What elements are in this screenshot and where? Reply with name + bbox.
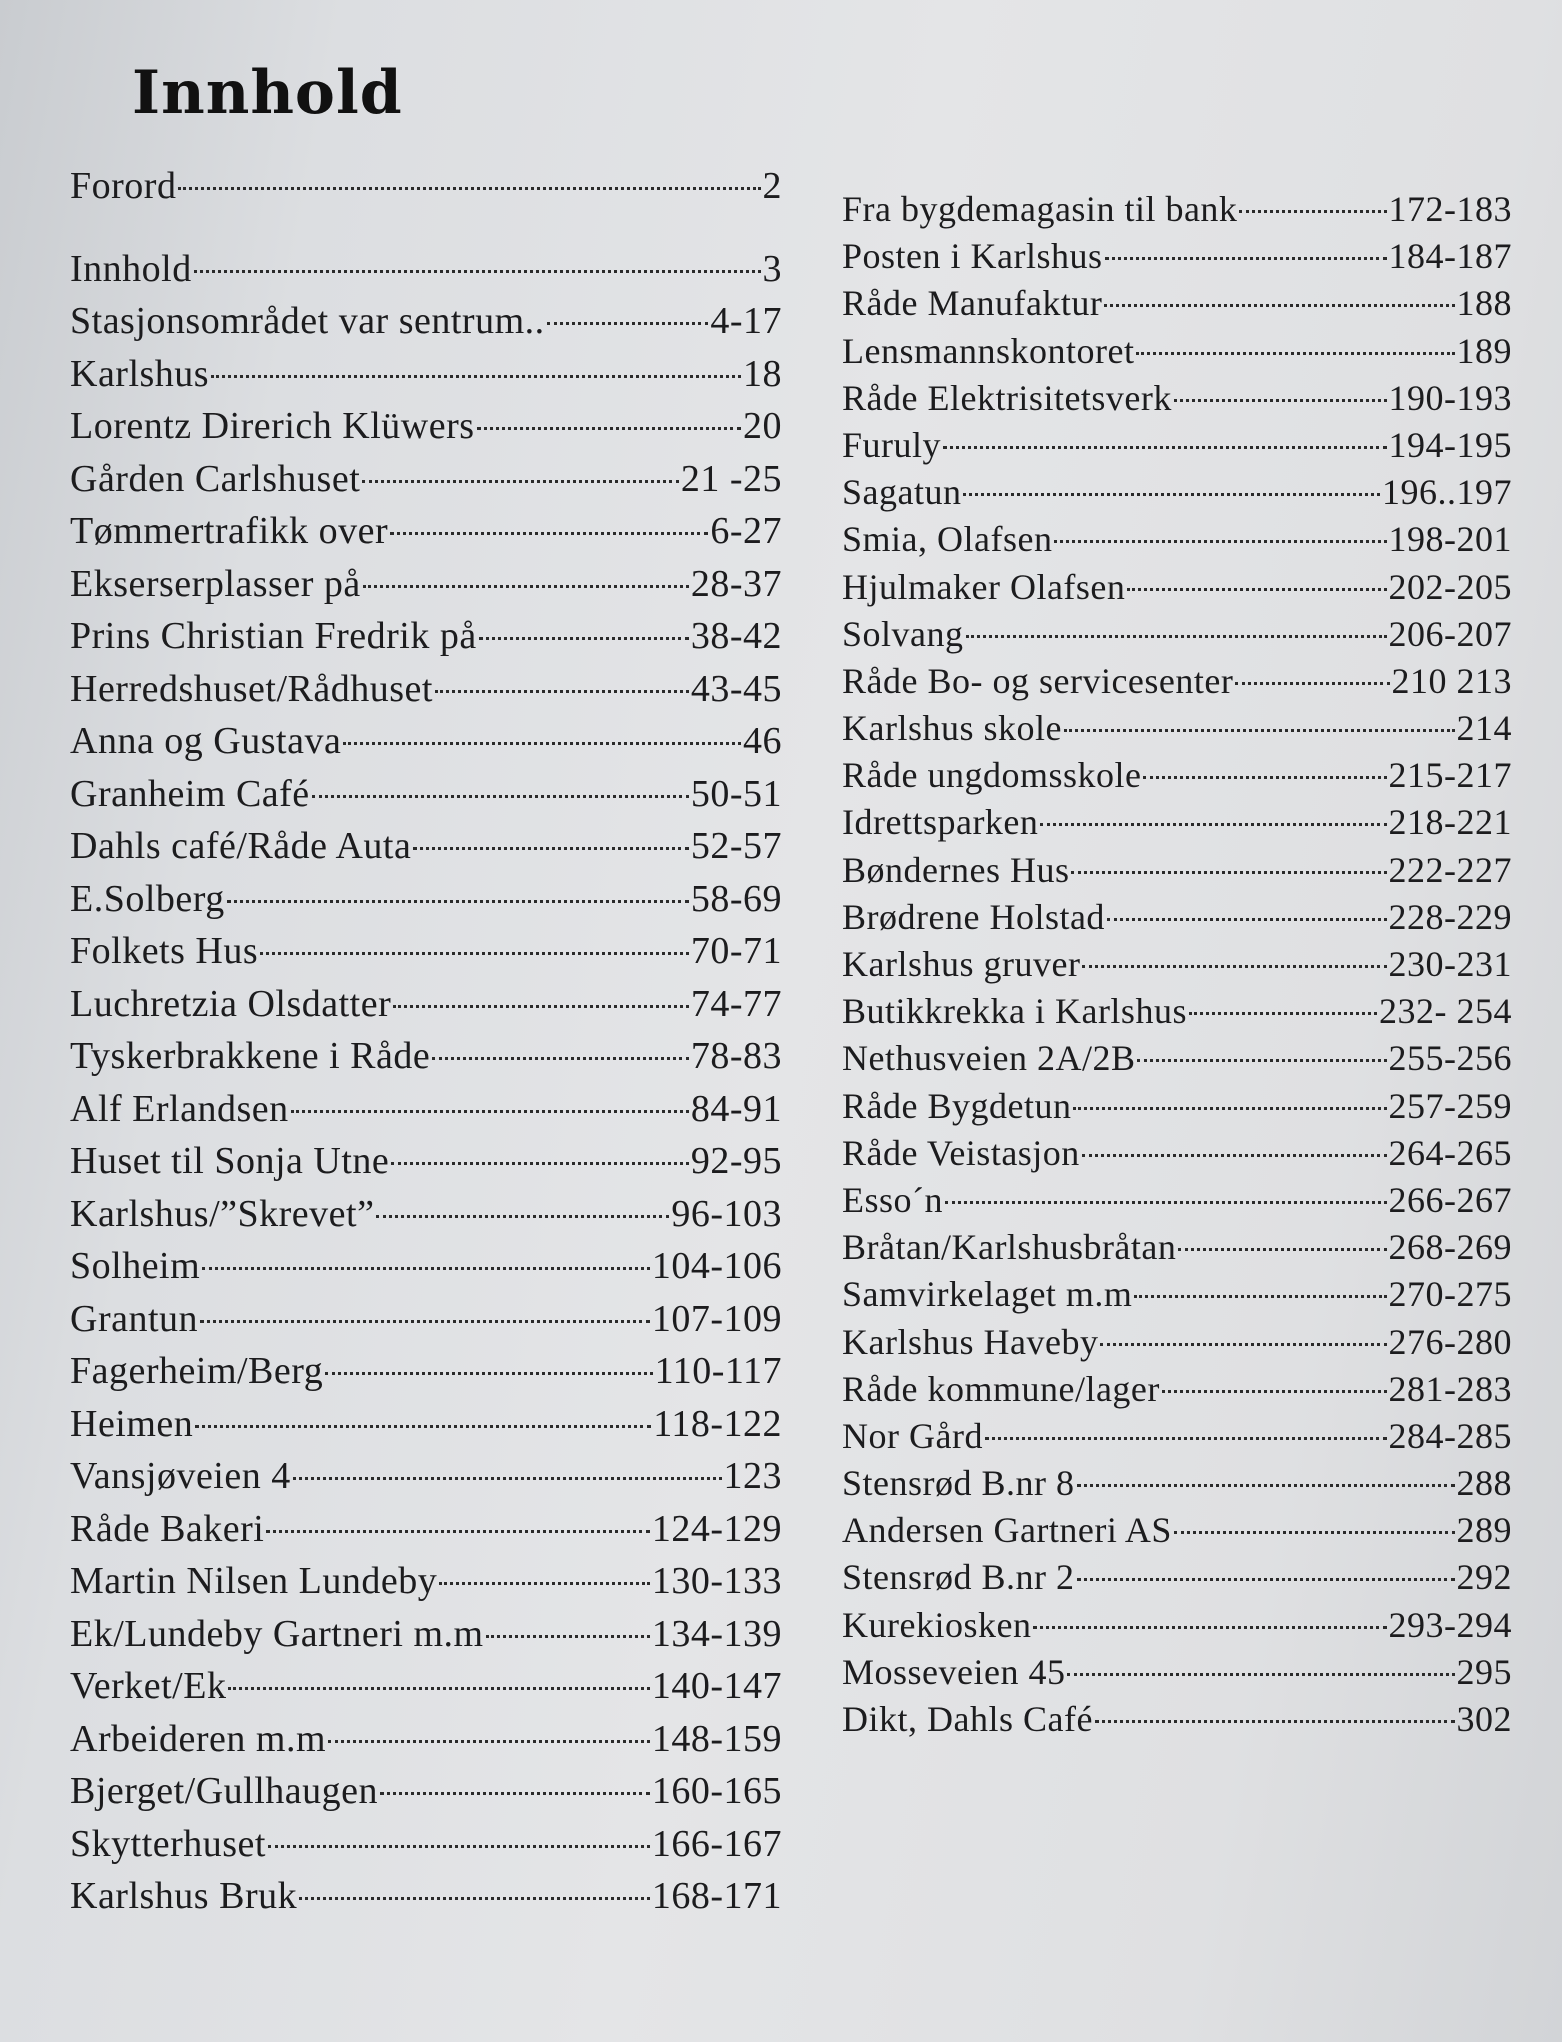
dot-leader xyxy=(477,397,741,430)
toc-entry-title: Arbeideren m.m xyxy=(70,1717,327,1760)
dot-leader xyxy=(547,292,709,325)
dot-leader xyxy=(1073,1077,1386,1110)
toc-entry-title: Karlshus/”Skrevet” xyxy=(70,1192,375,1235)
toc-entry-pages: 190-193 xyxy=(1388,377,1512,418)
dot-leader xyxy=(178,157,760,190)
toc-entry-pages: 196..197 xyxy=(1382,472,1512,513)
toc-entry-title: Nethusveien 2A/2B xyxy=(842,1038,1136,1079)
dot-leader xyxy=(268,1815,650,1848)
dot-leader xyxy=(194,240,761,273)
toc-entry xyxy=(842,1696,1512,1743)
toc-entry-pages: 43-45 xyxy=(690,667,782,710)
dot-leader xyxy=(211,345,741,378)
dot-leader xyxy=(432,1027,689,1060)
toc-entry-pages: 46 xyxy=(743,720,782,762)
toc-entry-title: Råde Manufaktur xyxy=(842,283,1103,324)
dot-leader xyxy=(228,1657,649,1690)
toc-entry-pages: 172-183 xyxy=(1388,189,1512,229)
toc-entry-pages: 210 213 xyxy=(1391,660,1512,701)
toc-entry xyxy=(842,1130,1512,1177)
dot-leader xyxy=(1134,1265,1386,1298)
toc-entry xyxy=(70,348,782,401)
dot-leader xyxy=(363,555,689,588)
toc-entry-pages: 148-159 xyxy=(651,1717,782,1760)
toc-entry xyxy=(842,988,1512,1035)
dot-leader xyxy=(195,1395,651,1428)
toc-entry xyxy=(70,873,782,926)
toc-entry-pages: 198-201 xyxy=(1388,519,1512,560)
dot-leader xyxy=(312,765,689,798)
toc-entry-pages: 266-267 xyxy=(1388,1179,1512,1220)
toc-entry-title: Karlshus xyxy=(70,352,210,395)
toc-entry xyxy=(70,715,782,768)
toc-entry-title: Råde Veistasjon xyxy=(842,1132,1080,1173)
toc-entry-title: Stensrød B.nr 8 xyxy=(842,1463,1075,1504)
toc-entry xyxy=(842,564,1512,611)
toc-entry-pages: 52-57 xyxy=(690,825,782,867)
page-title: Innhold xyxy=(132,58,403,128)
toc-entry-title: Andersen Gartneri AS xyxy=(842,1510,1172,1551)
toc-entry-title: Huset til Sonja Utne xyxy=(70,1140,390,1182)
toc-entry-pages: 118-122 xyxy=(653,1402,782,1445)
toc-entry xyxy=(70,1293,782,1346)
toc-entry-pages: 295 xyxy=(1456,1651,1512,1692)
toc-entry-pages: 28-37 xyxy=(690,562,782,605)
dot-leader xyxy=(1137,1029,1386,1062)
dot-leader xyxy=(1178,1218,1386,1251)
toc-entry-title: Idrettsparken xyxy=(842,802,1039,843)
toc-entry-pages: 281-283 xyxy=(1388,1368,1512,1409)
toc-entry xyxy=(70,1555,782,1608)
toc-entry-pages: 257-259 xyxy=(1388,1085,1512,1126)
dot-leader xyxy=(1054,510,1386,543)
toc-entry-pages: 130-133 xyxy=(651,1560,782,1602)
toc-entry-title: Lorentz Direrich Klüwers xyxy=(70,405,475,447)
toc-entry-pages: 292 xyxy=(1456,1557,1512,1598)
toc-entry xyxy=(842,611,1512,658)
toc-entry xyxy=(842,1177,1512,1224)
toc-entry-title: Hjulmaker Olafsen xyxy=(842,566,1126,607)
toc-entry xyxy=(70,1135,782,1188)
toc-entry xyxy=(70,453,782,506)
toc-entry xyxy=(842,1554,1512,1601)
toc-entry xyxy=(842,1224,1512,1271)
toc-entry xyxy=(842,1083,1512,1130)
toc-entry-title: Sagatun xyxy=(842,472,962,513)
dot-leader xyxy=(1033,1596,1386,1629)
toc-entry-title: Alf Erlandsen xyxy=(70,1087,289,1130)
toc-entry xyxy=(70,558,782,611)
toc-entry xyxy=(70,1030,782,1083)
toc-entry-pages: 228-229 xyxy=(1388,896,1512,937)
toc-entry-pages: 50-51 xyxy=(690,772,782,815)
toc-entry-title: Herredshuset/Rådhuset xyxy=(70,667,433,710)
toc-entry-pages: 123 xyxy=(723,1455,782,1497)
dot-leader xyxy=(325,1342,652,1375)
toc-entry-pages: 202-205 xyxy=(1388,566,1512,607)
toc-entry xyxy=(70,1450,782,1503)
toc-entry-title: Brødrene Holstad xyxy=(842,896,1105,937)
toc-entry-pages: 289 xyxy=(1456,1510,1512,1551)
dot-leader xyxy=(1235,652,1389,685)
toc-entry-title: Karlshus Bruk xyxy=(70,1875,298,1917)
toc-entry-pages: 160-165 xyxy=(651,1770,782,1812)
toc-entry-title: Fra bygdemagasin til bank xyxy=(842,189,1238,229)
toc-entry-title: Stasjonsområdet var sentrum.. xyxy=(70,300,545,342)
toc-entry-pages: 70-71 xyxy=(690,930,782,972)
dot-leader xyxy=(299,1867,650,1900)
dot-leader xyxy=(1071,841,1386,874)
dot-leader xyxy=(966,605,1387,638)
toc-entry xyxy=(842,1271,1512,1318)
toc-entry-title: Råde Bo- og servicesenter xyxy=(842,660,1234,701)
dot-leader xyxy=(1174,1501,1455,1534)
toc-entry-title: Tyskerbrakkene i Råde xyxy=(70,1035,431,1077)
toc-entry-title: Verket/Ek xyxy=(70,1665,227,1707)
toc-entry-title: Prins Christian Fredrik på xyxy=(70,615,477,657)
dot-leader xyxy=(963,463,1380,496)
toc-entry xyxy=(842,186,1512,233)
toc-entry-title: Grantun xyxy=(70,1297,199,1340)
toc-entry-title: Ekserserplasser på xyxy=(70,562,361,605)
toc-entry xyxy=(70,1713,782,1766)
dot-leader xyxy=(1105,227,1387,260)
toc-entry xyxy=(70,160,782,213)
dot-leader xyxy=(380,1762,650,1795)
toc-entry xyxy=(842,705,1512,752)
toc-entry-title: Vansjøveien 4 xyxy=(70,1455,291,1497)
toc-entry-title: Butikkrekka i Karlshus xyxy=(842,991,1187,1032)
toc-entry-title: Mosseveien 45 xyxy=(842,1651,1066,1692)
toc-entry-title: Folkets Hus xyxy=(70,930,259,972)
toc-entry-pages: 264-265 xyxy=(1388,1132,1512,1173)
toc-entry xyxy=(842,422,1512,469)
dot-leader xyxy=(439,1552,650,1585)
toc-entry-title: Råde Bakeri xyxy=(70,1507,265,1550)
toc-entry-pages: 218-221 xyxy=(1388,802,1512,843)
toc-entry-pages: 168-171 xyxy=(651,1875,782,1917)
toc-entry-pages: 124-129 xyxy=(651,1507,782,1550)
toc-entry-title: Heimen xyxy=(70,1402,194,1445)
toc-entry-title: Innhold xyxy=(70,247,192,290)
toc-entry-pages: 96-103 xyxy=(671,1192,782,1235)
toc-entry-title: Gården Carlshuset xyxy=(70,457,361,500)
toc-entry-title: Dahls café/Råde Auta xyxy=(70,825,412,867)
dot-leader xyxy=(227,870,689,903)
dot-leader xyxy=(1174,369,1387,402)
dot-leader xyxy=(328,1710,650,1743)
toc-entry xyxy=(842,1507,1512,1554)
toc-entry xyxy=(842,941,1512,988)
toc-entry-pages: 21 -25 xyxy=(680,457,782,500)
toc-entry-pages: 194-195 xyxy=(1388,424,1512,465)
toc-entry xyxy=(70,1345,782,1398)
toc-entry xyxy=(70,1870,782,1923)
toc-entry-pages: 268-269 xyxy=(1388,1227,1512,1268)
toc-entry-pages: 6-27 xyxy=(710,510,782,552)
dot-leader xyxy=(291,1080,689,1113)
toc-entry xyxy=(842,280,1512,327)
toc-entry-title: Bråtan/Karlshusbråtan xyxy=(842,1227,1177,1268)
toc-entry-pages: 166-167 xyxy=(651,1822,782,1865)
toc-entry-title: Kurekiosken xyxy=(842,1604,1032,1645)
dot-leader xyxy=(1077,1548,1455,1581)
toc-entry-title: Solheim xyxy=(70,1245,201,1287)
toc-entry-pages: 232- 254 xyxy=(1379,991,1512,1032)
toc-entry xyxy=(70,820,782,873)
toc-entry-title: Råde kommune/lager xyxy=(842,1368,1160,1409)
toc-entry-pages: 110-117 xyxy=(654,1350,782,1392)
toc-entry-pages: 188 xyxy=(1456,283,1512,324)
toc-entry-pages: 4-17 xyxy=(710,300,782,342)
toc-entry xyxy=(70,400,782,453)
toc-entry xyxy=(70,1398,782,1451)
toc-entry-pages: 284-285 xyxy=(1388,1415,1512,1456)
dot-leader xyxy=(202,1237,650,1270)
dot-leader xyxy=(479,607,689,640)
toc-entry-pages: 293-294 xyxy=(1388,1604,1512,1645)
toc-entry xyxy=(70,243,782,296)
toc-left-column xyxy=(70,160,782,1923)
toc-entry xyxy=(70,1660,782,1713)
toc-entry-pages: 38-42 xyxy=(690,615,782,657)
dot-leader xyxy=(1040,793,1386,826)
toc-entry-pages: 214 xyxy=(1456,708,1512,749)
dot-leader xyxy=(1082,1124,1387,1157)
toc-entry-pages: 255-256 xyxy=(1388,1038,1512,1079)
toc-entry xyxy=(842,1602,1512,1649)
toc-entry-pages: 2 xyxy=(762,165,782,207)
dot-leader xyxy=(393,975,689,1008)
toc-entry-title: Lensmannskontoret xyxy=(842,330,1135,371)
dot-leader xyxy=(1107,888,1387,921)
toc-entry-title: Anna og Gustava xyxy=(70,720,342,762)
toc-entry xyxy=(70,978,782,1031)
toc-entry xyxy=(842,1649,1512,1696)
toc-entry-pages: 84-91 xyxy=(690,1087,782,1130)
toc-entry xyxy=(70,925,782,978)
dot-leader xyxy=(1239,180,1386,213)
toc-entry-title: Luchretzia Olsdatter xyxy=(70,982,392,1025)
toc-entry-title: Forord xyxy=(70,165,177,207)
toc-entry-pages: 288 xyxy=(1456,1463,1512,1504)
toc-right-column xyxy=(842,186,1512,1743)
toc-entry xyxy=(842,894,1512,941)
toc-entry xyxy=(842,469,1512,516)
toc-entry-pages: 107-109 xyxy=(651,1297,782,1340)
toc-entry-title: Råde ungdomsskole xyxy=(842,755,1142,796)
toc-entry xyxy=(70,1818,782,1871)
toc-entry-title: Råde Bygdetun xyxy=(842,1085,1072,1126)
toc-entry xyxy=(842,233,1512,280)
toc-entry-title: Skytterhuset xyxy=(70,1822,266,1865)
toc-entry-title: Samvirkelaget m.m xyxy=(842,1274,1133,1315)
toc-entry xyxy=(70,505,782,558)
dot-leader xyxy=(435,660,689,693)
toc-entry-title: Stensrød B.nr 2 xyxy=(842,1557,1075,1598)
toc-entry-pages: 230-231 xyxy=(1388,944,1512,984)
toc-entry-pages: 276-280 xyxy=(1388,1321,1512,1362)
toc-entry-title: Smia, Olafsen xyxy=(842,519,1053,560)
toc-entry-title: Dikt, Dahls Café xyxy=(842,1699,1093,1739)
dot-leader xyxy=(985,1407,1387,1440)
toc-entry-pages: 78-83 xyxy=(690,1035,782,1077)
toc-entry xyxy=(842,1413,1512,1460)
dot-leader xyxy=(1095,1690,1455,1723)
dot-leader xyxy=(1100,1313,1386,1346)
dot-leader xyxy=(390,502,708,535)
toc-entry-pages: 189 xyxy=(1456,330,1512,371)
toc-entry-title: Esso´n xyxy=(842,1179,943,1220)
toc-entry xyxy=(842,375,1512,422)
toc-entry-pages: 58-69 xyxy=(690,877,782,920)
toc-entry-pages: 20 xyxy=(743,405,782,447)
toc-entry-title: Tømmertrafikk over xyxy=(70,510,389,552)
toc-entry xyxy=(842,799,1512,846)
toc-entry-pages: 74-77 xyxy=(690,982,782,1025)
toc-entry-title: Bøndernes Hus xyxy=(842,849,1070,890)
toc-entry-pages: 270-275 xyxy=(1388,1274,1512,1315)
dot-leader xyxy=(260,922,689,955)
toc-entry xyxy=(842,328,1512,375)
toc-entry xyxy=(70,768,782,821)
toc-entry xyxy=(70,1608,782,1661)
dot-leader xyxy=(1104,274,1454,307)
dot-leader xyxy=(486,1605,650,1638)
toc-entry xyxy=(842,1035,1512,1082)
dot-leader xyxy=(1127,558,1386,591)
toc-entry-title: E.Solberg xyxy=(70,877,225,920)
dot-leader xyxy=(945,1171,1387,1204)
dot-leader xyxy=(413,817,689,850)
toc-entry-pages: 134-139 xyxy=(651,1612,782,1655)
toc-entry-pages: 222-227 xyxy=(1388,849,1512,890)
toc-entry xyxy=(70,610,782,663)
dot-leader xyxy=(362,450,679,483)
toc-entry-title: Råde Elektrisitetsverk xyxy=(842,377,1172,418)
toc-entry xyxy=(842,1460,1512,1507)
toc-entry-title: Furuly xyxy=(842,424,942,465)
dot-leader xyxy=(1082,935,1386,968)
toc-entry xyxy=(70,1188,782,1241)
dot-leader xyxy=(200,1290,650,1323)
toc-entry-title: Posten i Karlshus xyxy=(842,236,1103,277)
toc-entry-title: Bjerget/Gullhaugen xyxy=(70,1770,379,1812)
dot-leader xyxy=(1064,699,1455,732)
toc-entry-pages: 3 xyxy=(762,247,782,290)
dot-leader xyxy=(293,1447,722,1480)
toc-entry xyxy=(842,1366,1512,1413)
dot-leader xyxy=(1189,982,1377,1015)
dot-leader xyxy=(1162,1360,1387,1393)
toc-entry-pages: 18 xyxy=(743,352,782,395)
toc-entry-pages: 206-207 xyxy=(1388,613,1512,654)
dot-leader xyxy=(1143,746,1386,779)
dot-leader xyxy=(391,1132,689,1165)
dot-leader xyxy=(943,416,1386,449)
toc-entry xyxy=(842,516,1512,563)
toc-entry xyxy=(70,663,782,716)
toc-entry-pages: 140-147 xyxy=(651,1665,782,1707)
toc-entry xyxy=(70,295,782,348)
toc-entry xyxy=(70,1240,782,1293)
toc-entry-title: Karlshus skole xyxy=(842,708,1062,749)
toc-entry xyxy=(70,1765,782,1818)
toc-entry-title: Solvang xyxy=(842,613,964,654)
toc-entry-title: Karlshus Haveby xyxy=(842,1321,1099,1362)
dot-leader xyxy=(1067,1643,1454,1676)
toc-entry xyxy=(842,752,1512,799)
toc-entry-pages: 302 xyxy=(1456,1699,1512,1739)
spacer xyxy=(70,213,782,243)
dot-leader xyxy=(1077,1454,1455,1487)
toc-entry xyxy=(842,658,1512,705)
toc-entry xyxy=(842,847,1512,894)
toc-entry-title: Granheim Café xyxy=(70,772,310,815)
toc-entry-pages: 215-217 xyxy=(1388,755,1512,796)
toc-entry-pages: 184-187 xyxy=(1388,236,1512,277)
toc-entry-title: Ek/Lundeby Gartneri m.m xyxy=(70,1612,484,1655)
dot-leader xyxy=(1136,322,1454,355)
toc-entry xyxy=(842,1319,1512,1366)
toc-entry xyxy=(70,1083,782,1136)
dot-leader xyxy=(376,1185,669,1218)
toc-entry-title: Karlshus gruver xyxy=(842,944,1081,984)
dot-leader xyxy=(266,1500,649,1533)
toc-entry-pages: 92-95 xyxy=(690,1140,782,1182)
toc-entry xyxy=(70,1503,782,1556)
toc-entry-title: Martin Nilsen Lundeby xyxy=(70,1560,438,1602)
dot-leader xyxy=(343,712,741,745)
toc-entry-title: Fagerheim/Berg xyxy=(70,1350,324,1392)
toc-entry-title: Nor Gård xyxy=(842,1415,983,1456)
toc-entry-pages: 104-106 xyxy=(651,1245,782,1287)
